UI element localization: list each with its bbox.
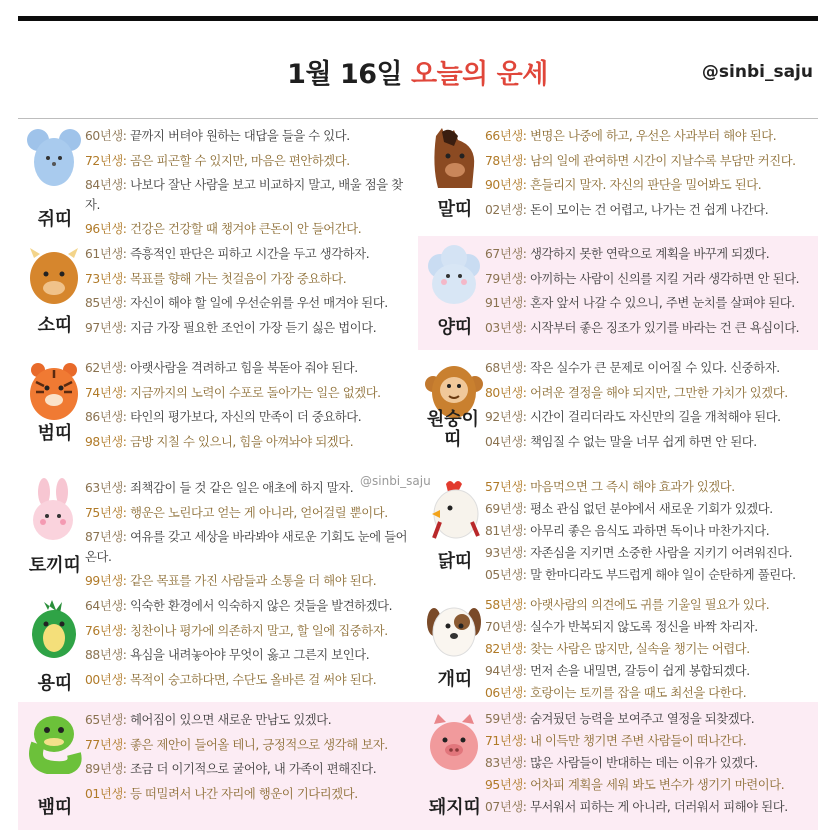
- fortune-text: 찾는 사람은 많지만, 실속을 챙기는 어렵다.: [530, 642, 750, 656]
- birth-year-label: 66년생:: [485, 129, 531, 143]
- fortune-lines: [485, 476, 814, 586]
- zodiac-name: 범띠: [37, 423, 73, 444]
- fortune-text: 목표를 향해 가는 첫걸음이 가장 중요하다.: [130, 271, 347, 286]
- fortune-text: 말 한마디라도 부드럽게 해야 일이 순탄하게 풀린다.: [530, 568, 796, 582]
- zodiac-name: 닭띠: [437, 551, 473, 572]
- fortune-text: 즉흥적인 판단은 피하고 시간을 두고 생각하자.: [130, 247, 370, 261]
- fortune-line: [85, 242, 414, 267]
- fortune-text: 아무리 좋은 음식도 과하면 독이나 마찬가지다.: [530, 524, 770, 538]
- fortune-text: 흔들리지 말자. 자신의 판단을 밀어봐도 된다.: [530, 178, 762, 192]
- fortune-line: [485, 356, 814, 381]
- zodiac-name: 개띠: [437, 669, 473, 690]
- birth-year-label: 86년생:: [85, 410, 131, 424]
- tiger-icon: [24, 358, 84, 422]
- fortune-text: 건강은 건강할 때 챙겨야 큰돈이 안 들어간다.: [130, 222, 362, 236]
- watermark: @sinbi_saju: [360, 474, 431, 488]
- mouse-icon: [24, 126, 84, 190]
- birth-year-label: 98년생:: [85, 434, 131, 449]
- zodiac-cell-right: [418, 118, 818, 236]
- fortune-text: 나보다 잘난 사람을 보고 비교하지 말고, 배울 점을 찾자.: [85, 178, 403, 212]
- fortune-text: 작은 실수가 큰 문제로 이어질 수 있다. 신중하자.: [530, 361, 780, 375]
- fortune-lines: [485, 708, 814, 818]
- birth-year-label: 84년생:: [85, 178, 131, 192]
- birth-year-label: 80년생:: [485, 385, 531, 400]
- birth-year-label: 62년생:: [85, 361, 131, 375]
- zodiac-cell-left: [18, 350, 418, 470]
- fortune-text: 지금까지의 노력이 수포로 돌아가는 일은 없겠다.: [130, 385, 381, 400]
- horse-icon: [424, 126, 484, 190]
- birth-year-label: 92년생:: [485, 410, 531, 424]
- title-date: 1월 16일: [287, 59, 403, 90]
- birth-year-label: 81년생:: [485, 524, 531, 538]
- fortune-lines: [85, 242, 414, 340]
- zodiac-cell-left: [18, 236, 418, 350]
- birth-year-label: 58년생:: [485, 598, 531, 612]
- fortune-line: [485, 476, 814, 498]
- fortune-lines: [485, 356, 814, 454]
- fortune-line: [85, 782, 414, 807]
- fortune-text: 어차피 계획을 세워 봐도 변수가 생기기 마련이다.: [530, 778, 785, 792]
- zodiac-cell-right: [418, 350, 818, 470]
- fortune-text: 아랫사람의 의견에도 귀를 기울일 필요가 있다.: [530, 598, 770, 612]
- fortune-text: 지금 가장 필요한 조언이 가장 듣기 싫은 법이다.: [130, 320, 377, 335]
- birth-year-label: 97년생:: [85, 320, 131, 335]
- fortune-lines: [85, 708, 414, 806]
- fortune-text: 마음먹으면 그 즉시 해야 효과가 있겠다.: [530, 480, 735, 494]
- fortune-text: 끝까지 버텨야 원하는 대답을 들을 수 있다.: [130, 129, 350, 143]
- fortune-line: [485, 594, 814, 616]
- fortune-line: [485, 242, 814, 267]
- fortune-line: [85, 291, 414, 316]
- fortune-lines: [85, 124, 414, 242]
- fortune-line: [85, 668, 414, 693]
- fortune-text: 많은 사람들이 반대하는 데는 이유가 있겠다.: [530, 756, 758, 770]
- pig-icon: [424, 710, 484, 774]
- birth-year-label: 94년생:: [485, 664, 531, 678]
- zodiac-name: 쥐띠: [37, 209, 73, 230]
- fortune-text: 욕심을 내려놓아야 무엇이 옳고 그른지 보인다.: [130, 648, 370, 662]
- birth-year-label: 91년생:: [485, 296, 531, 310]
- fortune-text: 아랫사람을 격려하고 힘을 북돋아 줘야 된다.: [130, 361, 358, 375]
- zodiac-cell-right: [418, 588, 818, 702]
- zodiac-name: 양띠: [437, 317, 473, 338]
- birth-year-label: 73년생:: [85, 271, 131, 286]
- fortune-text: 자신이 해야 할 일에 우선순위를 우선 매겨야 된다.: [130, 296, 388, 310]
- birth-year-label: 65년생:: [85, 713, 131, 727]
- fortune-line: [85, 405, 414, 430]
- fortune-line: [85, 149, 414, 174]
- fortune-text: 생각하지 못한 연락으로 계획을 바꾸게 되겠다.: [530, 247, 770, 261]
- zodiac-name: 뱀띠: [37, 797, 73, 818]
- fortune-text: 책임질 수 없는 말을 너무 쉽게 하면 안 된다.: [530, 434, 757, 449]
- fortune-line: [85, 594, 414, 619]
- sheep-icon: [424, 244, 484, 308]
- birth-year-label: 03년생:: [485, 320, 531, 335]
- fortune-text: 어려운 결정을 해야 되지만, 그만한 가치가 있겠다.: [530, 385, 788, 400]
- fortune-text: 익숙한 환경에서 익숙하지 않은 것들을 발견하겠다.: [130, 599, 393, 613]
- fortune-lines: [485, 242, 814, 340]
- zodiac-cell-left: [18, 118, 418, 236]
- fortune-text: 죄책감이 들 것 같은 일은 애초에 하지 말자.: [130, 481, 354, 495]
- fortune-line: [485, 708, 814, 730]
- birth-year-label: 88년생:: [85, 648, 131, 662]
- fortune-text: 먼저 손을 내밀면, 갈등이 쉽게 봉합되겠다.: [530, 664, 750, 678]
- fortune-line: [485, 796, 814, 818]
- birth-year-label: 96년생:: [85, 222, 131, 236]
- birth-year-label: 60년생:: [85, 129, 131, 143]
- birth-year-label: 64년생:: [85, 599, 131, 613]
- birth-year-label: 02년생:: [485, 202, 531, 217]
- fortune-line: [85, 381, 414, 406]
- birth-year-label: 89년생:: [85, 762, 131, 776]
- birth-year-label: 74년생:: [85, 385, 131, 400]
- fortune-line: [485, 173, 814, 198]
- fortune-line: [485, 291, 814, 316]
- fortune-text: 행운은 노린다고 얻는 게 아니라, 얻어걸릴 뿐이다.: [130, 505, 388, 520]
- birth-year-label: 99년생:: [85, 574, 131, 588]
- birth-year-label: 00년생:: [85, 672, 131, 687]
- fortune-line: [85, 124, 414, 149]
- zodiac-cell-right: [418, 470, 818, 588]
- fortune-line: [85, 316, 414, 341]
- birth-year-label: 05년생:: [485, 568, 531, 582]
- birth-year-label: 76년생:: [85, 623, 131, 638]
- dog-icon: [424, 596, 484, 660]
- birth-year-label: 67년생:: [485, 247, 531, 261]
- birth-year-label: 68년생:: [485, 361, 531, 375]
- zodiac-name: 토끼띠: [28, 555, 82, 576]
- fortune-line: [485, 730, 814, 752]
- rooster-icon: [424, 478, 484, 542]
- fortune-line: [85, 708, 414, 733]
- fortune-line: [485, 682, 814, 704]
- fortune-line: [485, 564, 814, 586]
- fortune-lines: [485, 594, 814, 704]
- fortune-line: [85, 757, 414, 782]
- top-border: [18, 16, 818, 21]
- fortune-text: 목적이 숭고하다면, 수단도 올바른 걸 써야 된다.: [130, 672, 377, 687]
- birth-year-label: 01년생:: [85, 786, 131, 801]
- fortune-text: 내 이득만 챙기면 주변 사람들이 떠나간다.: [530, 734, 747, 748]
- zodiac-cell-right: [418, 236, 818, 350]
- fortune-line: [485, 660, 814, 682]
- fortune-text: 남의 일에 관여하면 시간이 지날수록 부담만 커진다.: [530, 153, 796, 168]
- fortune-line: [485, 616, 814, 638]
- fortune-lines: [485, 124, 814, 222]
- fortune-text: 아끼하는 사람이 신의를 지킬 거라 생각하면 안 된다.: [530, 271, 800, 286]
- fortune-text: 시작부터 좋은 징조가 있기를 바라는 건 큰 욕심이다.: [530, 320, 800, 335]
- fortune-line: [485, 149, 814, 174]
- birth-year-label: 59년생:: [485, 712, 531, 726]
- zodiac-name: 돼지띠: [428, 797, 482, 818]
- birth-year-label: 87년생:: [85, 530, 131, 544]
- fortune-lines: [85, 356, 414, 454]
- zodiac-name: 말띠: [437, 199, 473, 220]
- birth-year-label: 63년생:: [85, 481, 131, 495]
- fortune-line: [485, 638, 814, 660]
- birth-year-label: 04년생:: [485, 434, 531, 449]
- fortune-line: [85, 643, 414, 668]
- fortune-text: 칭찬이나 평가에 의존하지 말고, 할 일에 집중하자.: [130, 623, 388, 638]
- ox-icon: [24, 244, 84, 308]
- fortune-text: 무서워서 피하는 게 아니라, 더러워서 피해야 된다.: [530, 800, 788, 814]
- fortune-line: [85, 267, 414, 292]
- fortune-line: [485, 124, 814, 149]
- birth-year-label: 90년생:: [485, 178, 531, 192]
- fortune-line: [85, 430, 414, 455]
- fortune-text: 같은 목표를 가진 사람들과 소통을 더 해야 된다.: [130, 574, 377, 588]
- fortune-line: [85, 356, 414, 381]
- fortune-text: 금방 지칠 수 있으니, 힘을 아껴놔야 되겠다.: [130, 434, 354, 449]
- birth-year-label: 82년생:: [485, 642, 531, 656]
- birth-year-label: 71년생:: [485, 734, 531, 748]
- zodiac-cell-left: [18, 702, 418, 830]
- fortune-line: [85, 501, 414, 526]
- zodiac-cell-right: [418, 702, 818, 830]
- zodiac-cell-left: [18, 588, 418, 702]
- fortune-lines: [85, 476, 414, 594]
- fortune-text: 자존심을 지키면 소중한 사람을 지키기 어려워진다.: [530, 546, 793, 560]
- fortune-text: 곰은 피곤할 수 있지만, 마음은 편안하겠다.: [130, 153, 350, 168]
- zodiac-name: 원숭이띠: [426, 409, 480, 450]
- fortune-line: [485, 381, 814, 406]
- fortune-line: [85, 173, 414, 217]
- fortune-text: 조금 더 이기적으로 굴어야, 내 가족이 편해진다.: [130, 762, 377, 776]
- fortune-text: 실수가 반복되지 않도록 정신을 바짝 차리자.: [530, 620, 758, 634]
- zodiac-name: 용띠: [37, 673, 73, 694]
- birth-year-label: 72년생:: [85, 153, 131, 168]
- fortune-text: 숨겨뒀던 능력을 보여주고 열정을 되찾겠다.: [530, 712, 755, 726]
- birth-year-label: 69년생:: [485, 502, 531, 516]
- fortune-text: 혼자 앞서 나갈 수 있으니, 주변 눈치를 살펴야 된다.: [530, 296, 795, 310]
- birth-year-label: 83년생:: [485, 756, 531, 770]
- zodiac-cell-left: [18, 470, 418, 588]
- snake-icon: [24, 710, 84, 774]
- fortune-line: [85, 733, 414, 758]
- birth-year-label: 78년생:: [485, 153, 531, 168]
- fortune-line: [485, 267, 814, 292]
- birth-year-label: 85년생:: [85, 296, 131, 310]
- fortune-text: 좋은 제안이 들어올 테니, 긍정적으로 생각해 보자.: [130, 737, 388, 752]
- birth-year-label: 06년생:: [485, 686, 531, 700]
- fortune-text: 시간이 걸리더라도 자신만의 길을 개척해야 된다.: [530, 410, 781, 424]
- fortune-line: [485, 316, 814, 341]
- birth-year-label: 57년생:: [485, 480, 531, 494]
- title-main: 오늘의 운세: [411, 59, 548, 90]
- fortune-line: [85, 619, 414, 644]
- fortune-text: 호랑이는 토끼를 잡을 때도 최선을 다한다.: [530, 686, 747, 700]
- fortune-line: [485, 405, 814, 430]
- fortune-line: [485, 542, 814, 564]
- fortune-text: 평소 관심 없던 분야에서 새로운 기회가 있겠다.: [530, 502, 773, 516]
- fortune-line: [85, 525, 414, 569]
- fortune-text: 헤어짐이 있으면 새로운 만남도 있겠다.: [130, 713, 332, 727]
- fortune-text: 등 떠밀려서 나간 자리에 행운이 기다리겠다.: [130, 786, 358, 801]
- fortune-line: [485, 774, 814, 796]
- birth-year-label: 70년생:: [485, 620, 531, 634]
- fortune-line: [485, 752, 814, 774]
- fortune-text: 여유를 갖고 세상을 바라봐야 새로운 기회도 눈에 들어온다.: [85, 530, 408, 564]
- fortune-line: [485, 430, 814, 455]
- birth-year-label: 75년생:: [85, 505, 131, 520]
- fortune-text: 타인의 평가보다, 자신의 만족이 더 중요하다.: [130, 410, 362, 424]
- birth-year-label: 77년생:: [85, 737, 131, 752]
- birth-year-label: 79년생:: [485, 271, 531, 286]
- zodiac-name: 소띠: [37, 315, 73, 336]
- birth-year-label: 07년생:: [485, 800, 531, 814]
- rabbit-icon: [24, 478, 84, 542]
- birth-year-label: 61년생:: [85, 247, 131, 261]
- fortune-line: [485, 520, 814, 542]
- fortune-text: 돈이 모이는 건 어렵고, 나가는 건 쉽게 나간다.: [530, 202, 769, 217]
- fortune-line: [485, 198, 814, 223]
- dragon-icon: [24, 596, 84, 660]
- fortune-text: 변명은 나중에 하고, 우선은 사과부터 해야 된다.: [530, 129, 777, 143]
- birth-year-label: 93년생:: [485, 546, 531, 560]
- account-handle: @sinbi_saju: [701, 62, 813, 82]
- fortune-lines: [85, 594, 414, 692]
- fortune-line: [485, 498, 814, 520]
- birth-year-label: 95년생:: [485, 778, 531, 792]
